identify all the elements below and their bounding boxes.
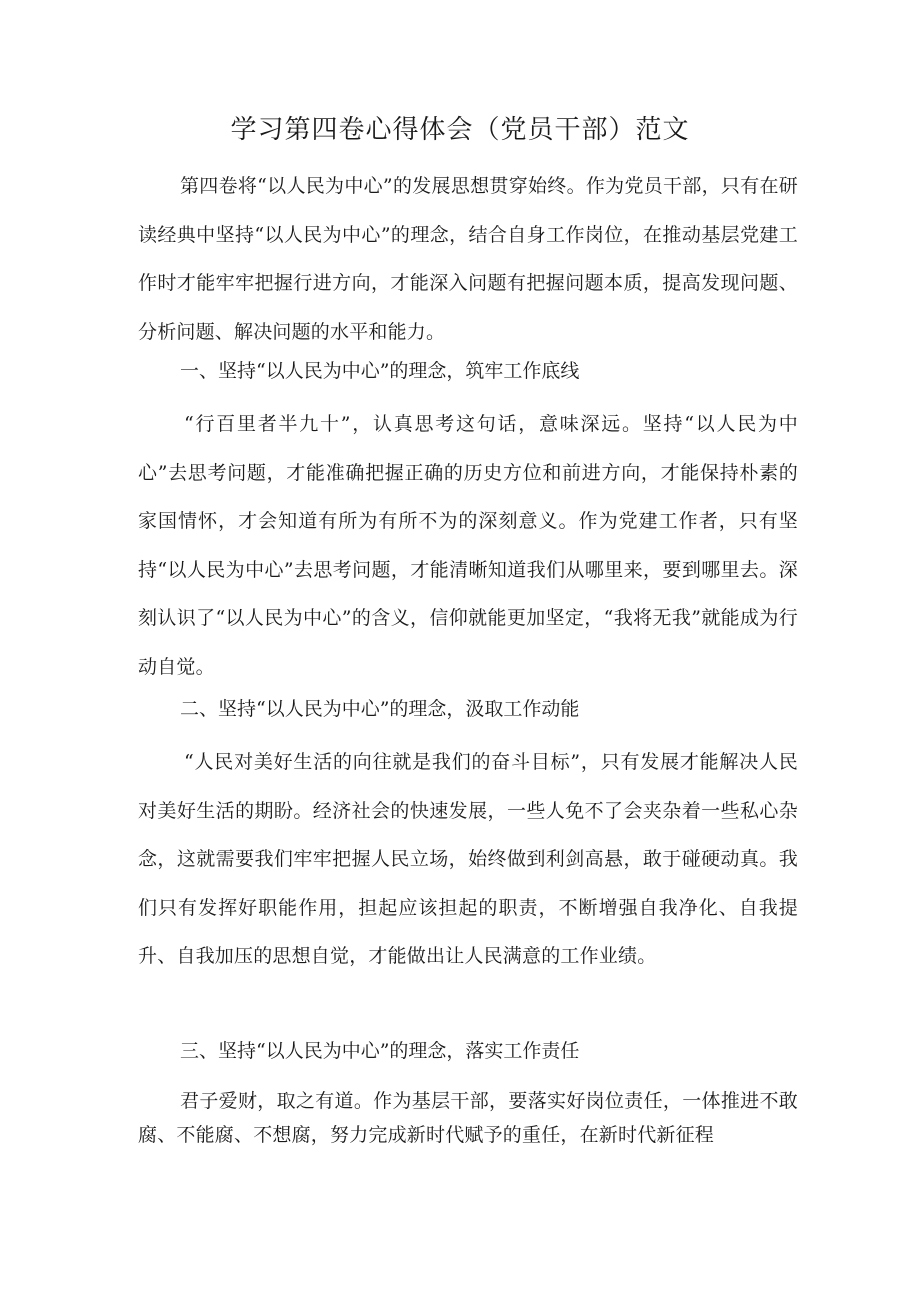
section-3-heading: 三、坚持“以人民为中心”的理念，落实工作责任 — [180, 1040, 580, 1062]
section-1-heading: 一、坚持“以人民为中心”的理念，筑牢工作底线 — [180, 360, 580, 382]
section-2-heading: 二、坚持“以人民为中心”的理念，汲取工作动能 — [180, 698, 580, 720]
section-3-body: 君子爱财，取之有道。作为基层干部，要落实好岗位责任，一体推进不敢腐、不能腐、不想腐，努力完成新时代赋予的重任，在新时代新征程 — [138, 1090, 798, 1146]
section-1-body: “行百里者半九十”，认真思考这句话，意味深远。坚持“以人民为中心”去思考问题，才能准确把握正确的历史方位和前进方向，才能保持朴素的家国情怀，才会知道有所为有所不为的深刻意义。作为党建工作者，只有坚持“以人民为中心”去思考问题，才能清晰知道我们从哪里来，要到哪里去。深刻认识了“以人民为中心”的含义，信仰就能更加坚定，“我将无我”就能成为行动自觉。 — [138, 413, 798, 678]
section-2-body: “人民对美好生活的向往就是我们的奋斗目标”，只有发展才能解决人民对美好生活的期盼。经济社会的快速发展，一些人免不了会夹杂着一些私心杂念，这就需要我们牢牢把握人民立场，始终做到利剑高悬，敢于碰硬动真。我们只有发挥好职能作用，担起应该担起的职责，不断增强自我净化、自我提升、自我加压的思想自觉，才能做出让人民满意的工作业绩。 — [138, 751, 798, 967]
intro-paragraph: 第四卷将“以人民为中心”的发展思想贯穿始终。作为党员干部，只有在研读经典中坚持“以人民为中心”的理念，结合自身工作岗位，在推动基层党建工作时才能牢牢把握行进方向，才能深入问题有把握问题本质，提高发现问题、分析问题、解决问题的水平和能力。 — [138, 175, 798, 343]
document-title: 学习第四卷心得体会（党员干部）范文 — [230, 115, 690, 145]
